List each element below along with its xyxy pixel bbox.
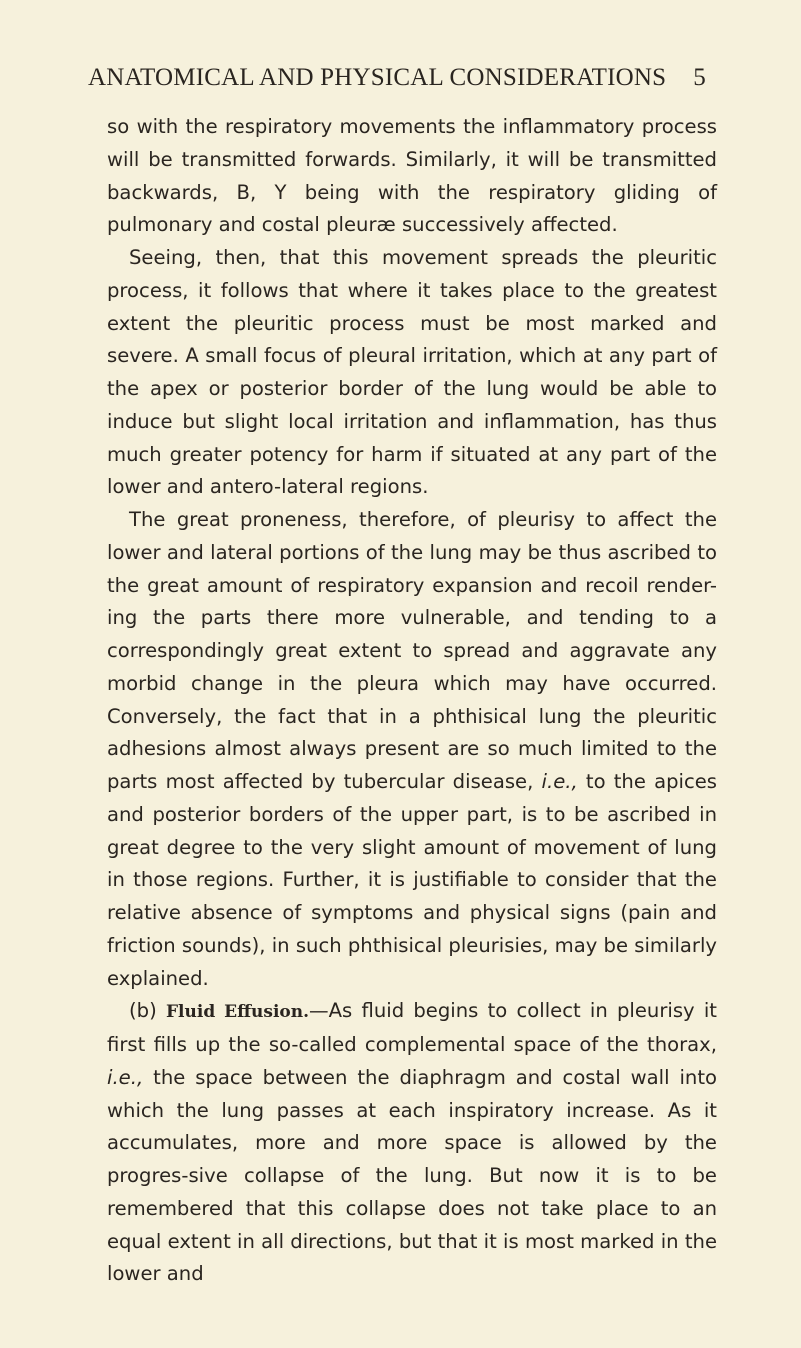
paragraph-text: to the apices and posterior borders of the upper part, is to be ascribed in great degree to the very slight amount of movement of lung in those regions. Further, it is justifiable to consider that the relative absence of symptoms and physical signs (pain and friction sounds), in such phthisical pleurisies, may be similarly explained. <box>107 770 717 990</box>
italic-abbreviation: i.e., <box>107 1065 144 1089</box>
paragraph <box>107 504 717 995</box>
paragraph-text: —As fluid begins to collect in pleurisy it first fills up the so-called complemental space of the thorax, <box>107 999 717 1056</box>
italic-abbreviation: i.e., <box>541 770 578 793</box>
running-head <box>88 58 706 98</box>
chapter-title: ANATOMICAL AND PHYSICAL CONSIDERATIONS <box>88 64 667 91</box>
paragraph-text: The great proneness, therefore, of pleurisy to affect the lower and lateral portions of the lung may be thus ascribed to the great amount of respiratory expansion and recoil render-ing the parts there more vulnerable, and tending to a correspondingly great extent to spread and aggravate any morbid change in the pleura which may have occurred. Conversely, the fact that in a phthisical lung the pleuritic adhesions almost always present are so much limited to the parts most affected by tubercular disease, <box>107 508 717 793</box>
paragraph-text: the space between the diaphragm and costal wall into which the lung passes at each inspiratory increase. As it accumulates, more and more space is allowed by the progres-sive collapse of the lung. But now it is to be remembered that this collapse does not take place to an equal extent in all directions, but that it is most marked in the lower and <box>107 1065 717 1286</box>
section-heading: Fluid Effusion. <box>165 1002 310 1023</box>
paragraph: so with the respiratory movements the inflammatory process will be transmitted forwards. Similarly, it will be transmitted backwards, B, Y being with the respiratory gliding of pulmonary and costal pleuræ successively affected. <box>107 115 717 237</box>
section-label: (b) <box>129 999 157 1023</box>
paragraph <box>107 995 717 1291</box>
page-number: 5 <box>693 64 706 91</box>
paragraph: Seeing, then, that this movement spreads the pleuritic process, it follows that where it takes place to the greatest extent the pleuritic process must be most marked and severe. A small focus of pleural irritation, which at any part of the apex or posterior border of the lung would be able to induce but slight local irritation and inflammation, has thus much greater potency for harm if situated at any part of the lower and antero-lateral regions. <box>107 246 717 499</box>
body-text <box>107 111 717 1291</box>
